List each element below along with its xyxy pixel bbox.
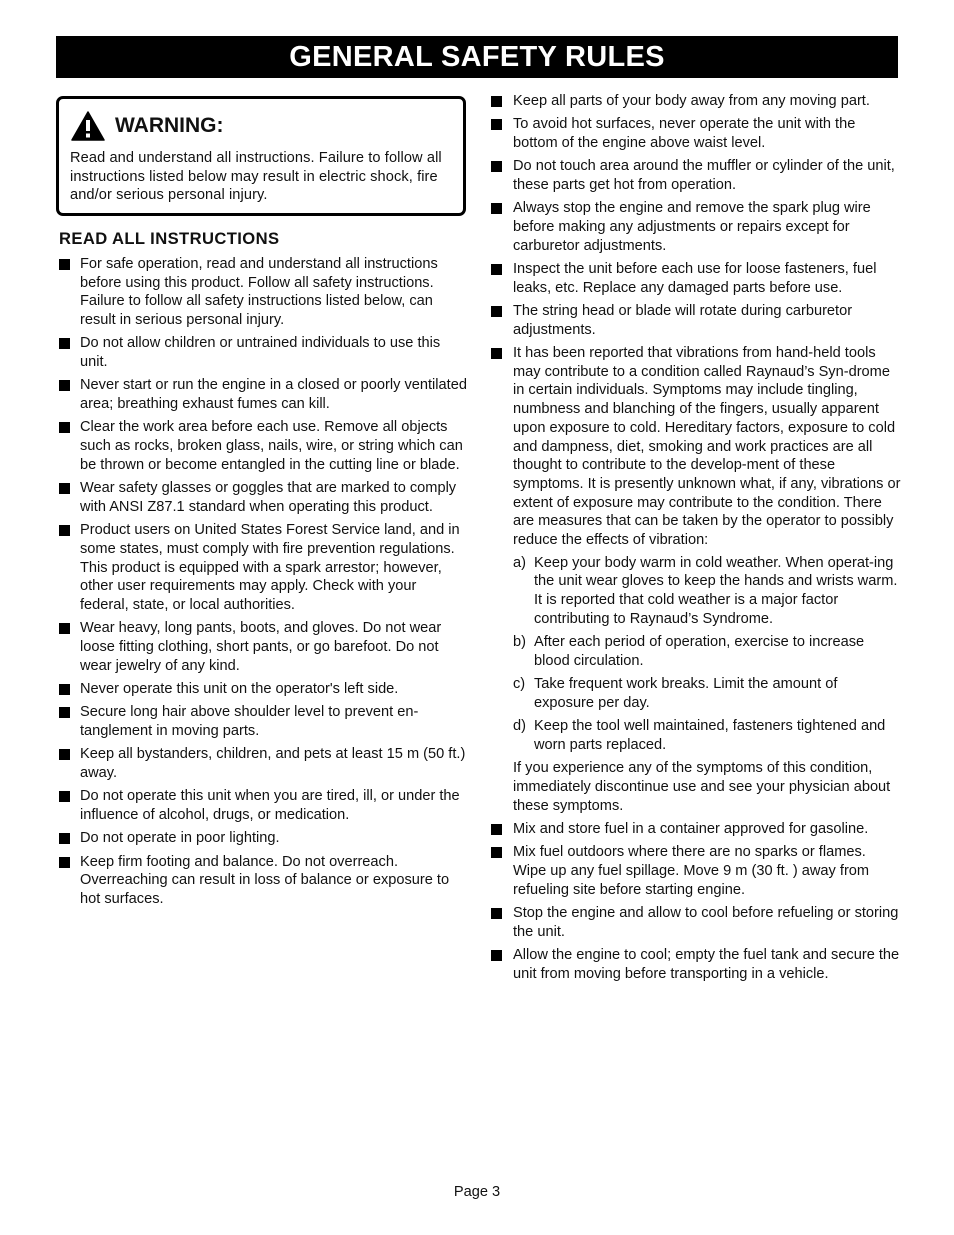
rule-text: Do not operate in poor lighting.: [80, 830, 280, 847]
square-bullet-icon: [59, 259, 70, 270]
page-number: Page 3: [453, 1184, 501, 1200]
list-item: [56, 521, 468, 615]
sub-item-text: Take frequent work breaks. Limit the amount of exposure per day.: [534, 676, 838, 711]
list-item: [491, 260, 901, 297]
rule-text: Always stop the engine and remove the spark plug wire before making any adjustments or repairs except for carburetor adjustments.: [513, 200, 871, 254]
list-item: [491, 344, 901, 815]
warning-text: Read and understand all instructions. Failure to follow all instructions listed below may result in electric shock, fire and/or serious personal injury.: [70, 150, 442, 204]
rule-text: Wear safety glasses or goggles that are marked to comply with ANSI Z87.1 standard when operating this product.: [80, 480, 457, 515]
square-bullet-icon: [491, 264, 502, 275]
sub-item-marker: a): [513, 554, 526, 571]
page-title: GENERAL SAFETY RULES: [56, 36, 898, 78]
rule-text: Mix fuel outdoors where there are no sparks or flames. Wipe up any fuel spillage. Move 9 m (30 ft. ) away from refueling site before starting engine.: [513, 844, 870, 898]
right-column: [491, 92, 901, 988]
square-bullet-icon: [491, 847, 502, 858]
sub-item-text: Keep your body warm in cold weather. When operat-ing the unit wear gloves to keep the hands and wrists warm. It is reported that cold weather is a major factor contributing to Raynaud’s Syndrome.: [534, 554, 898, 627]
sub-list-item: [513, 554, 901, 629]
square-bullet-icon: [491, 203, 502, 214]
warning-triangle-icon: [71, 111, 105, 141]
square-bullet-icon: [491, 950, 502, 961]
sub-item-marker: d): [513, 718, 526, 735]
rule-text: Do not operate this unit when you are tired, ill, or under the influence of alcohol, drugs, or medication.: [80, 788, 460, 823]
rule-text: Never start or run the engine in a closed or poorly ventilated area; breathing exhaust fumes can kill.: [80, 377, 467, 413]
section-heading: READ ALL INSTRUCTIONS: [59, 229, 280, 248]
rule-text: Product users on United States Forest Service land, and in some states, must comply with fire prevention regulations. This product is equipped with a spark arrestor; however, other user requirements may apply. Check with your federal, state, or local authorities.: [80, 522, 460, 613]
sub-item-marker: c): [513, 676, 526, 693]
rule-text: The string head or blade will rotate during carburetor adjustments.: [513, 303, 853, 338]
rule-text: Do not allow children or untrained individuals to use this unit.: [80, 335, 441, 371]
square-bullet-icon: [59, 833, 70, 844]
list-item: [56, 829, 468, 848]
rule-text: Stop the engine and allow to cool before refueling or storing the unit.: [513, 904, 899, 940]
square-bullet-icon: [491, 348, 502, 359]
left-rules-list: [56, 255, 468, 909]
square-bullet-icon: [59, 483, 70, 494]
square-bullet-icon: [59, 707, 70, 718]
list-item: [56, 376, 468, 413]
list-item: [491, 92, 901, 111]
list-item: [491, 115, 901, 152]
list-item: [56, 255, 468, 330]
square-bullet-icon: [59, 380, 70, 391]
list-item: [56, 853, 468, 909]
square-bullet-icon: [59, 857, 70, 868]
list-item: [491, 820, 901, 839]
square-bullet-icon: [491, 908, 502, 919]
rule-text: For safe operation, read and understand all instructions before using this product. Follow all safety instructions. Failure to follow all safety instructions listed below, can result in serious personal injury.: [80, 256, 438, 329]
square-bullet-icon: [59, 684, 70, 695]
list-item: [491, 904, 901, 941]
vibration-measures-list: [513, 554, 901, 755]
rule-text: Secure long hair above shoulder level to prevent en-tanglement in moving parts.: [80, 704, 419, 739]
warning-title: WARNING:: [115, 114, 224, 137]
square-bullet-icon: [491, 824, 502, 835]
square-bullet-icon: [491, 161, 502, 172]
rule-text: Allow the engine to cool; empty the fuel tank and secure the unit from moving before transporting in a vehicle.: [513, 946, 900, 982]
list-item: [56, 479, 468, 516]
rule-text: To avoid hot surfaces, never operate the unit with the bottom of the engine above waist level.: [513, 116, 856, 151]
list-item: [491, 199, 901, 255]
sub-item-text: Keep the tool well maintained, fasteners tightened and worn parts replaced.: [534, 718, 886, 753]
sub-item-marker: b): [513, 634, 526, 651]
list-item: [56, 334, 468, 371]
warning-header: [70, 111, 452, 141]
rule-text: Do not touch area around the muffler or cylinder of the unit, these parts get hot from operation.: [513, 158, 895, 193]
right-rules-list: [491, 92, 901, 983]
list-item: [56, 703, 468, 740]
rule-text: It has been reported that vibrations from hand-held tools may contribute to a condition called Raynaud’s Syn-drome in certain individuals. Symptoms may include tingling, numbness and blanching of the fingers, usually apparent upon exposure to cold. Hereditary factors, exposure to cold and dampness, diet, smoking and work practices are all thought to contribute to the develop-ment of these symptoms. It is presently unknown what, if any, vibrations or extent of exposure may contribute to the condition. There are measures that can be taken by the operator to possibly reduce the effects of vibration:: [513, 345, 901, 549]
warning-box: [56, 96, 466, 216]
square-bullet-icon: [59, 422, 70, 433]
left-column: [56, 96, 468, 913]
list-item: [491, 843, 901, 899]
sub-list-item: [513, 717, 901, 754]
square-bullet-icon: [491, 306, 502, 317]
sub-list-item: [513, 675, 901, 712]
rule-text: Keep all bystanders, children, and pets at least 15 m (50 ft.) away.: [80, 746, 466, 781]
rule-text: Never operate this unit on the operator's left side.: [80, 680, 399, 697]
square-bullet-icon: [491, 119, 502, 130]
square-bullet-icon: [59, 749, 70, 760]
list-item: [56, 745, 468, 782]
square-bullet-icon: [491, 96, 502, 107]
rule-text: Mix and store fuel in a container approved for gasoline.: [513, 820, 869, 837]
list-item: [491, 302, 901, 339]
list-item: [491, 157, 901, 194]
rule-text: Keep all parts of your body away from any moving part.: [513, 93, 870, 109]
list-item: [56, 619, 468, 675]
list-item: [491, 946, 901, 983]
rule-text: Keep firm footing and balance. Do not overreach. Overreaching can result in loss of balance or exposure to hot surfaces.: [80, 853, 450, 907]
sub-item-text: After each period of operation, exercise to increase blood circulation.: [534, 634, 865, 669]
square-bullet-icon: [59, 338, 70, 349]
list-item: [56, 680, 468, 699]
square-bullet-icon: [59, 525, 70, 536]
square-bullet-icon: [59, 791, 70, 802]
square-bullet-icon: [59, 623, 70, 634]
rule-text: Clear the work area before each use. Remove all objects such as rocks, broken glass, nails, wire, or string which can be thrown or become entangled in the cutting line or blade.: [80, 419, 463, 473]
rule-text: Inspect the unit before each use for loose fasteners, fuel leaks, etc. Replace any damaged parts before use.: [513, 261, 877, 296]
sub-list-item: [513, 633, 901, 670]
list-item: [56, 418, 468, 474]
list-item: [56, 787, 468, 824]
rule-text: Wear heavy, long pants, boots, and gloves. Do not wear loose fitting clothing, short pants, or go barefoot. Do not wear jewelry of any kind.: [80, 620, 442, 674]
vibration-closing-text: If you experience any of the symptoms of this condition, immediately discontinue use and see your physician about these symptoms.: [513, 760, 891, 814]
